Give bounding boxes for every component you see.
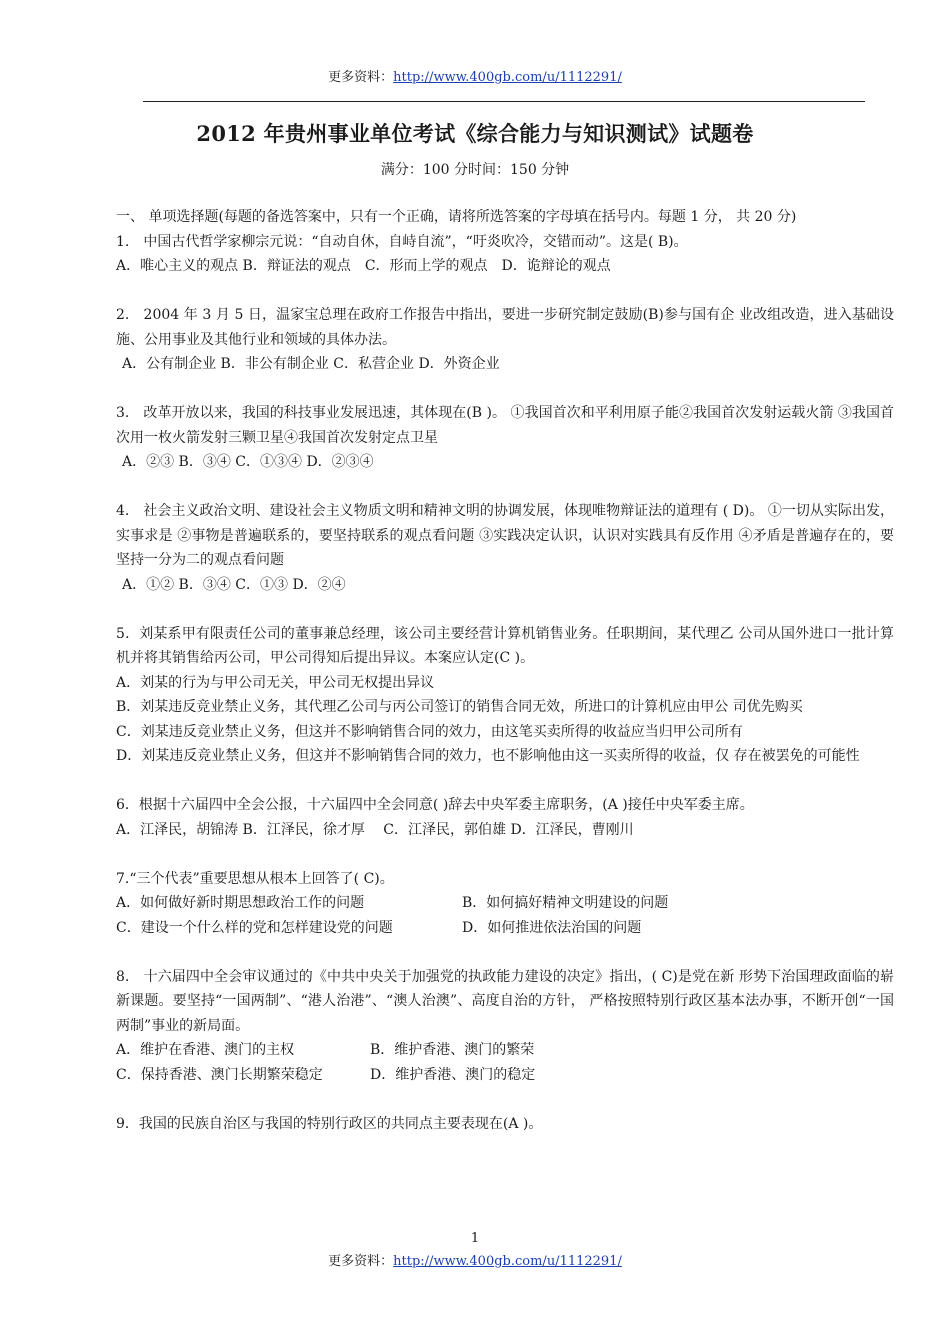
question-8-option-d: D．维护香港、澳门的稳定 [370, 1066, 536, 1083]
question-8-option-c: C．保持香港、澳门长期繁荣稳定 [116, 1066, 323, 1083]
question-1-options: A．唯心主义的观点 B．辩证法的观点 C．形而上学的观点 D．诡辩论的观点 [116, 258, 611, 274]
page-footer [0, 1250, 950, 1269]
question-1-stem: 1. 中国古代哲学家柳宗元说：“自动自休，自峙自流”，“吁炎吹冷，交错而动”。这是( B)。 [116, 233, 688, 250]
header-prefix: 更多资料： [328, 70, 394, 85]
question-5-option-d: D．刘某违反竞业禁止义务，但这并不影响销售合同的效力，也不影响他由这一买卖所得的收益，仅 存在被罢免的可能性 [116, 748, 860, 764]
question-6-stem: 6．根据十六届四中全会公报，十六届四中全会同意( )辞去中央军委主席职务，(A )接任中央军委主席。 [116, 797, 754, 813]
question-8-stem: 8. 十六届四中全会审议通过的《中共中央关于加强党的执政能力建设的决定》指出，( C)是党在新 形势下治国理政面临的崭新课题。要坚持“一国两制”、“港人治港”、“澳人治澳”、高度自治的方针， 严格按照特别行政区基本法办事，不断开创“一国两制”事业的新局面。 [116, 968, 894, 1034]
question-7-option-d: D．如何推进依法治国的问题 [462, 919, 642, 936]
question-6-options: A．江泽民，胡锦涛 B．江泽民，徐才厚 C．江泽民，郭伯雄 D．江泽民，曹刚川 [116, 821, 634, 838]
document-subtitle: 满分：100 分时间：150 分钟 [380, 162, 570, 178]
document-title: 2012 年贵州事业单位考试《综合能力与知识测试》试题卷 [196, 121, 754, 146]
question-4-options: A．①② B．③④ C．①③ D．②④ [122, 576, 346, 593]
page-number: 1 [470, 1231, 480, 1246]
header-link[interactable]: http://www.400gb.com/u/1112291/ [393, 70, 622, 85]
question-7-option-c: C．建设一个什么样的党和怎样建设党的问题 [116, 919, 393, 936]
question-2-options: A．公有制企业 B．非公有制企业 C．私营企业 D．外资企业 [122, 356, 500, 372]
question-7-stem: 7.“三个代表”重要思想从根本上回答了( C)。 [116, 870, 394, 887]
footer-prefix: 更多资料： [328, 1254, 394, 1269]
header-rule [143, 101, 865, 102]
question-5-option-b: B．刘某违反竞业禁止义务，其代理乙公司与丙公司签订的销售合同无效，所进口的计算机应由甲公 司优先购买 [116, 699, 803, 715]
question-5-option-a: A．刘某的行为与甲公司无关，甲公司无权提出异议 [116, 674, 435, 691]
document-body [116, 205, 894, 1136]
question-7-row-2 [116, 916, 894, 941]
question-2-stem: 2. 2004 年 3 月 5 日，温家宝总理在政府工作报告中指出，要进一步研究制定鼓励(B)参与国有企 业改组改造，进入基础设施、公用事业及其他行业和领域的具体办法。 [116, 307, 894, 348]
question-8-row-1 [116, 1038, 894, 1063]
question-7-option-b: B．如何搞好精神文明建设的问题 [462, 895, 669, 911]
question-9-stem: 9．我国的民族自治区与我国的特别行政区的共同点主要表现在(A )。 [116, 1115, 543, 1132]
section-heading: 一、 单项选择题(每题的备选答案中，只有一个正确，请将所选答案的字母填在括号内。每题 1 分， 共 20 分) [116, 209, 797, 225]
page-header [0, 66, 950, 85]
question-7-option-a: A．如何做好新时期思想政治工作的问题 [116, 895, 365, 911]
question-5-stem: 5．刘某系甲有限责任公司的董事兼总经理，该公司主要经营计算机销售业务。任职期间，某代理乙 公司从国外进口一批计算机并将其销售给丙公司，甲公司得知后提出异议。本案应认定(C )。 [116, 625, 894, 666]
question-3-options: A．②③ B．③④ C．①③④ D．②③④ [122, 454, 374, 470]
question-7-row-1 [116, 891, 894, 916]
question-4-stem: 4. 社会主义政治文明、建设社会主义物质文明和精神文明的协调发展，体现唯物辩证法的道理有 ( D)。 ①一切从实际出发，实事求是 ②事物是普遍联系的，要坚持联系的观点看问题 ③实践决定认识，认识对实践具有反作用 ④矛盾是普遍存在的，要坚持一分为二的观点看问题 [116, 503, 894, 568]
footer-link[interactable]: http://www.400gb.com/u/1112291/ [393, 1254, 622, 1269]
question-8-row-2 [116, 1063, 894, 1088]
question-8-option-b: B．维护香港、澳门的繁荣 [370, 1042, 535, 1058]
question-5-option-c: C．刘某违反竞业禁止义务，但这并不影响销售合同的效力，由这笔买卖所得的收益应当归甲公司所有 [116, 723, 743, 740]
question-8-option-a: A．维护在香港、澳门的主权 [116, 1042, 295, 1058]
question-3-stem: 3. 改革开放以来，我国的科技事业发展迅速，其体现在(B )。 ①我国首次和平利用原子能②我国首次发射运载火箭 ③我国首次用一枚火箭发射三颗卫星④我国首次发射定点卫星 [116, 405, 894, 446]
